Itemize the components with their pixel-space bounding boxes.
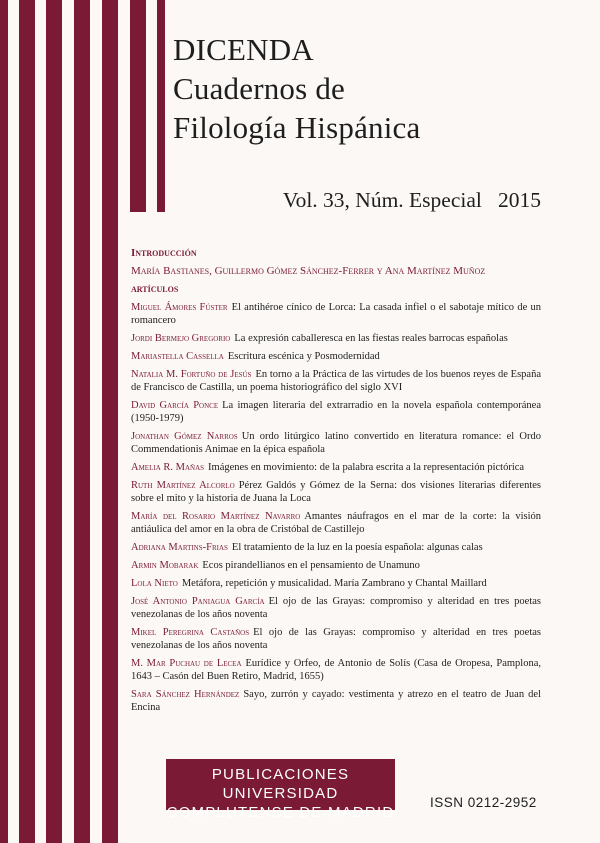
article-title: El ojo de las Grayas: compromiso y alteridad en tres poetas venezolanas de los años noventa (131, 627, 541, 651)
stripe-2 (19, 0, 35, 843)
stripe-3 (46, 0, 62, 843)
article-entry (131, 399, 541, 425)
article-entry (131, 510, 541, 536)
article-author: Mariastella Cassella (131, 351, 224, 362)
article-entry (131, 301, 541, 327)
article-title: Ecos pirandellianos en el pensamiento de Unamuno (202, 560, 420, 571)
stripe-7 (157, 0, 165, 212)
issn-label: ISSN 0212-2952 (430, 795, 537, 810)
publisher-line1: PUBLICACIONES UNIVERSIDAD (211, 766, 350, 802)
article-author: Ruth Martínez Alcorlo (131, 480, 235, 491)
article-title: Pérez Galdós y Gómez de la Serna: dos visiones literarias diferentes sobre el mito y la historia de Juana la Loca (131, 480, 542, 504)
article-title: Imágenes en movimiento: de la palabra escrita a la representación pictórica (208, 462, 525, 473)
article-title: Metáfora, repetición y musicalidad. María Zambrano y Chantal Maillard (181, 578, 487, 589)
article-author: Mikel Peregrina Castaños (131, 627, 250, 638)
stripe-1 (0, 0, 8, 843)
article-entry (131, 430, 541, 456)
article-author: Sara Sánchez Hernández (131, 689, 240, 700)
journal-title (173, 30, 420, 147)
article-author: Natalia M. Fortuño de Jesús (131, 369, 252, 380)
article-author: Amelia R. Mañas (131, 462, 205, 473)
article-title: Escritura escénica y Posmodernidad (227, 351, 380, 362)
article-author: Jordi Bermejo Gregorio (131, 333, 231, 344)
article-author: Miguel Ámores Fúster (131, 302, 228, 313)
articles-heading: artículos (131, 283, 179, 295)
publisher-box (166, 759, 395, 821)
article-title: La expresión caballeresca en las fiestas reales barrocas españolas (234, 333, 508, 344)
article-entry (131, 577, 541, 590)
article-author: José Antonio Paniagua García (131, 596, 265, 607)
article-title: El tratamiento de la luz en la poesía española: algunas calas (231, 542, 483, 553)
article-entry (131, 332, 541, 345)
article-author: Adriana Martins-Frias (131, 542, 228, 553)
article-title: En torno a la Práctica de las virtudes de los buenos reyes de España de Francisco de Castilla, un poema historiográfico del siglo XVI (131, 369, 542, 393)
stripe-6 (130, 0, 146, 212)
article-author: Armin Mobarak (131, 560, 199, 571)
volume-label: Vol. 33, Núm. Especial 2015 (282, 188, 541, 212)
article-entry (131, 626, 541, 652)
article-title: Sayo, zurrón y cayado: vestimenta y atrezo en el teatro de Juan del Encina (131, 689, 541, 713)
article-author: David García Ponce (131, 400, 219, 411)
intro-editors: María Bastianes, Guillermo Gómez Sánchez-Ferrer y Ana Martínez Muñoz (131, 265, 486, 277)
article-entry (131, 461, 541, 474)
article-entry (131, 559, 541, 572)
article-entry (131, 595, 541, 621)
article-title: La imagen literaria del extrarradio en la novela española contemporánea (1950-1979) (131, 400, 541, 424)
article-title: Un ordo litúrgico latino convertido en literatura romance: el Ordo Commendationis Animae en la épica española (131, 431, 541, 455)
article-entry (131, 479, 541, 505)
table-of-contents (131, 247, 541, 719)
article-author: María del Rosario Martínez Navarro (131, 511, 301, 522)
journal-title-line3: Filología Hispánica (173, 110, 421, 145)
journal-title-line1: DICENDA (173, 32, 314, 67)
article-entry (131, 657, 541, 683)
publisher-line2: COMPLUTENSE DE MADRID (166, 804, 395, 821)
article-entry (131, 368, 541, 394)
stripe-5 (102, 0, 118, 843)
article-title: Eurídice y Orfeo, de Antonio de Solís (Casa de Oropesa, Pamplona, 1643 – Casón del Buen Retiro, Madrid, 1655) (131, 658, 541, 682)
articles-list (131, 301, 541, 714)
article-entry (131, 688, 541, 714)
article-title: Amantes náufragos en el mar de la corte: la visión antiáulica del amor en la obra de Cristóbal de Castillejo (131, 511, 541, 535)
article-title: El antihéroe cínico de Lorca: La casada infiel o el sabotaje mítico de un romancero (131, 302, 541, 326)
journal-title-line2: Cuadernos de (173, 71, 345, 106)
article-author: M. Mar Puchau de Lecea (131, 658, 242, 669)
article-title: El ojo de las Grayas: compromiso y alteridad en tres poetas venezolanas de los años noventa (131, 596, 541, 620)
article-author: Jonathan Gómez Narros (131, 431, 238, 442)
article-entry (131, 350, 541, 363)
article-author: Lola Nieto (131, 578, 178, 589)
stripe-4 (74, 0, 90, 843)
article-entry (131, 541, 541, 554)
intro-heading: Introducción (131, 247, 197, 259)
